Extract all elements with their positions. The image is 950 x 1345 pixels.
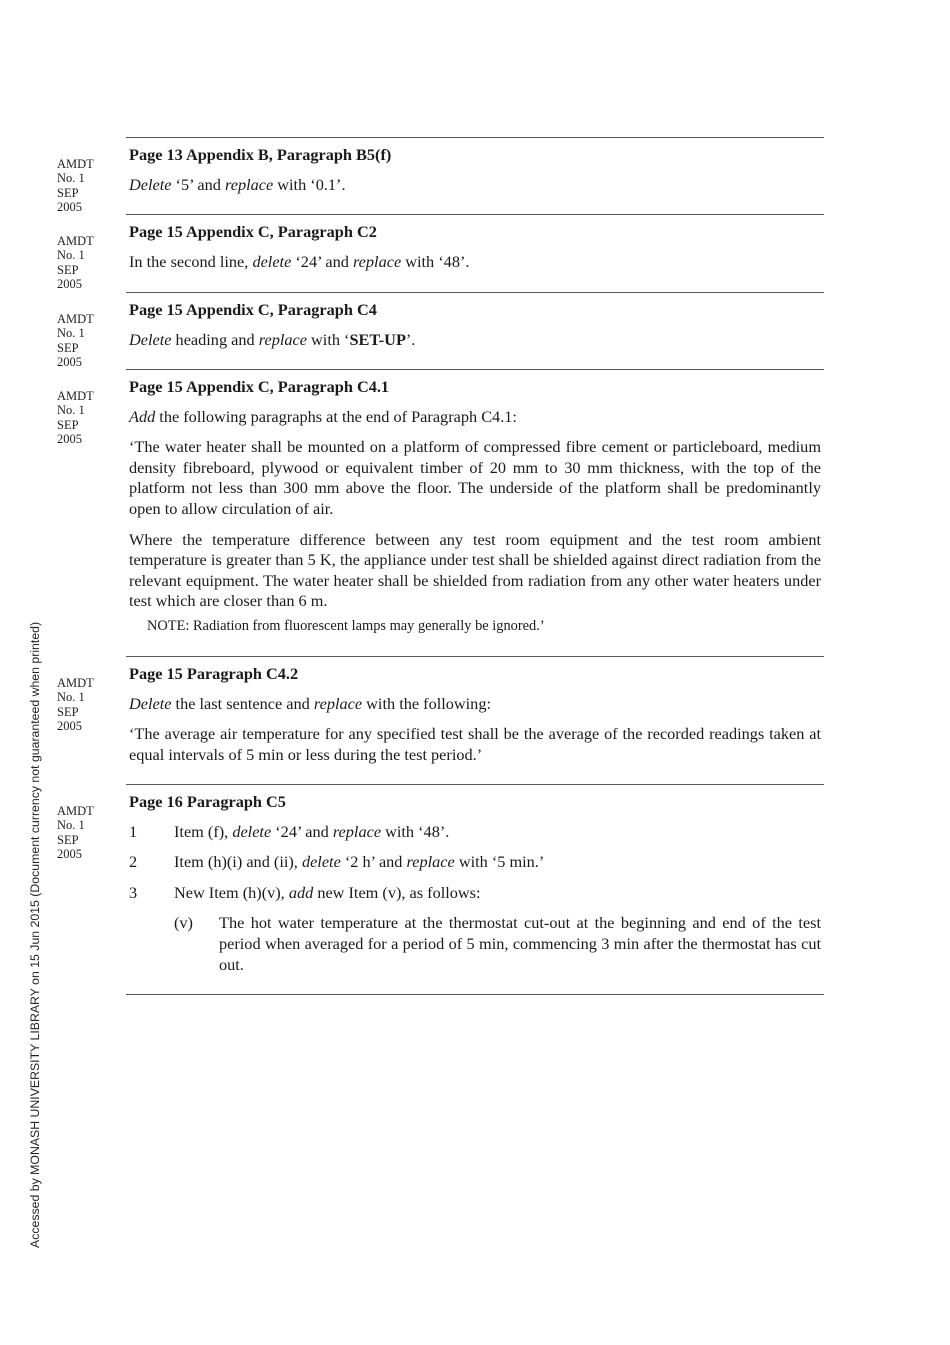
amendment-tag: AMDT No. 1 SEP 2005 bbox=[57, 389, 94, 447]
side-note: Accessed by MONASH UNIVERSITY LIBRARY on 15 Jun 2015 (Document currency not guaranteed when printed) bbox=[28, 621, 42, 1248]
sub-list-item: (v) The hot water temperature at the thermostat cut-out at the beginning and end of the test period when averaged for a period of 5 min, commencing 3 min after the thermostat has cut out. bbox=[174, 913, 821, 974]
amendment-tag: AMDT No. 1 SEP 2005 bbox=[57, 312, 94, 370]
section-divider bbox=[126, 292, 824, 293]
amendment-tag: AMDT No. 1 SEP 2005 bbox=[57, 157, 94, 215]
section-c5 bbox=[129, 792, 821, 975]
section-c2 bbox=[129, 222, 821, 272]
amendment-tag: AMDT No. 1 SEP 2005 bbox=[57, 234, 94, 292]
instruction: Delete heading and replace with ‘SET-UP’. bbox=[129, 329, 416, 349]
instruction: Delete ‘5’ and replace with ‘0.1’. bbox=[129, 174, 346, 194]
section-divider bbox=[126, 137, 824, 138]
section-heading: Page 13 Appendix B, Paragraph B5(f) bbox=[129, 145, 392, 164]
list-item: 3 New Item (h)(v), add new Item (v), as follows: bbox=[129, 882, 481, 902]
section-divider bbox=[126, 784, 824, 785]
section-heading: Page 16 Paragraph C5 bbox=[129, 792, 286, 811]
section-divider bbox=[126, 656, 824, 657]
note: NOTE: Radiation from fluorescent lamps may generally be ignored.’ bbox=[147, 617, 545, 634]
list-item: 1 Item (f), delete ‘24’ and replace with ‘48’. bbox=[129, 821, 450, 841]
paragraph: ‘The water heater shall be mounted on a platform of compressed fibre cement or particleboard, medium density fibreboard, plywood or equivalent timber of 20 mm to 30 mm thickness, with the top of the platform not less than 300 mm above the floor. The underside of the platform shall be predominantly open to allow circulation of air. bbox=[129, 437, 821, 518]
section-b5f bbox=[129, 145, 821, 195]
instruction: Add the following paragraphs at the end of Paragraph C4.1: bbox=[129, 406, 517, 426]
paragraph: ‘The average air temperature for any specified test shall be the average of the recorded readings taken at equal intervals of 5 min or less during the test period.’ bbox=[129, 724, 821, 764]
amendment-tag: AMDT No. 1 SEP 2005 bbox=[57, 804, 94, 862]
section-divider bbox=[126, 214, 824, 215]
paragraph: Where the temperature difference between any test room equipment and the test room ambient temperature is greater than 5 K, the appliance under test shall be shielded against direct radiation from the relevant equipment. The water heater shall be shielded from radiation from any other water heaters under test which are closer than 6 m. bbox=[129, 529, 821, 611]
section-divider bbox=[126, 369, 824, 370]
instruction: In the second line, delete ‘24’ and replace with ‘48’. bbox=[129, 251, 470, 271]
section-heading: Page 15 Paragraph C4.2 bbox=[129, 664, 299, 683]
section-heading: Page 15 Appendix C, Paragraph C4.1 bbox=[129, 377, 390, 396]
section-c4-1 bbox=[129, 377, 821, 637]
section-heading: Page 15 Appendix C, Paragraph C2 bbox=[129, 222, 377, 241]
section-heading: Page 15 Appendix C, Paragraph C4 bbox=[129, 300, 377, 319]
amendment-tag: AMDT No. 1 SEP 2005 bbox=[57, 676, 94, 734]
section-c4 bbox=[129, 300, 821, 350]
section-divider bbox=[126, 994, 824, 995]
section-c4-2 bbox=[129, 664, 821, 765]
instruction: Delete the last sentence and replace with the following: bbox=[129, 693, 491, 713]
list-item: 2 Item (h)(i) and (ii), delete ‘2 h’ and replace with ‘5 min.’ bbox=[129, 852, 545, 872]
